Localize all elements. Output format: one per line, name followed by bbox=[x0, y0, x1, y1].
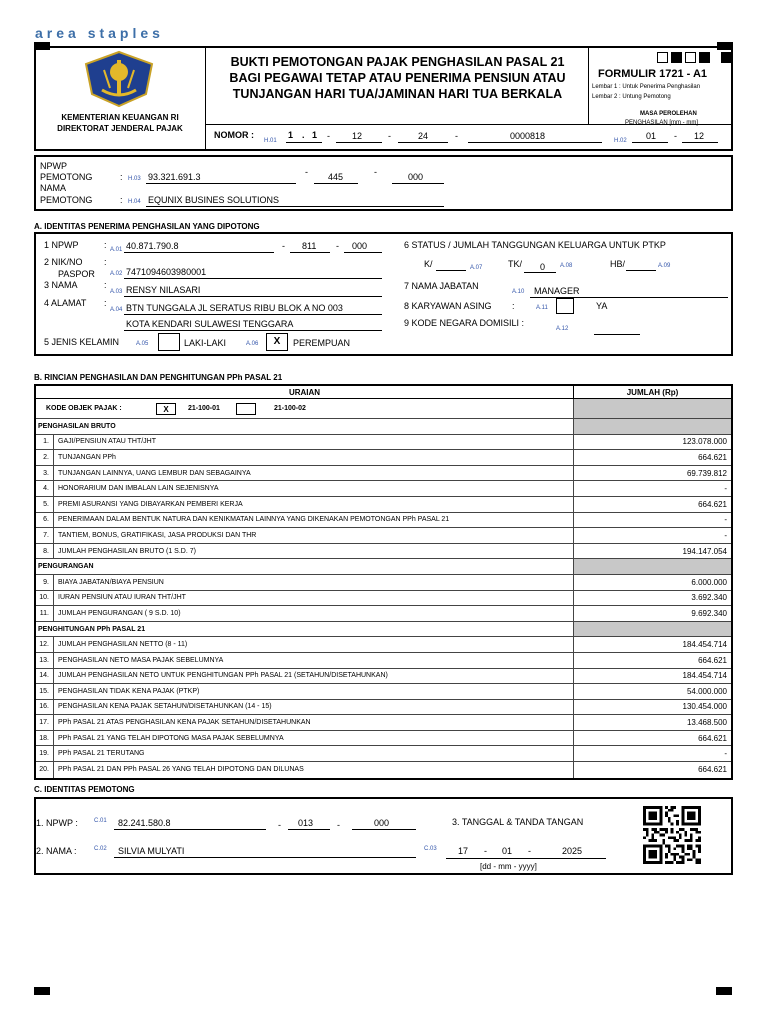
ministry-logo-icon bbox=[82, 50, 156, 108]
table-row bbox=[36, 637, 731, 653]
form-title-line1: BUKTI PEMOTONGAN PAJAK PENGHASILAN PASAL 21 bbox=[230, 55, 565, 69]
header-divider-right bbox=[588, 48, 589, 124]
row-description: IURAN PENSIUN ATAU IURAN THT/JHT bbox=[54, 591, 574, 606]
pemotong-nama-value: EQUNIX BUSINES SOLUTIONS bbox=[148, 195, 280, 205]
masa-from-line bbox=[632, 142, 668, 143]
row-number: 6. bbox=[36, 513, 54, 528]
c-npwp-3: 000 bbox=[374, 818, 390, 828]
row-description: PPh PASAL 21 DAN PPh PASAL 26 YANG TELAH DIPOTONG DAN DILUNAS bbox=[54, 762, 574, 778]
c-date-line bbox=[446, 858, 606, 859]
row-amount: 3.692.340 bbox=[691, 593, 727, 603]
row-number: 19. bbox=[36, 746, 54, 761]
kode-objek-label: KODE OBJEK PAJAK : bbox=[46, 405, 122, 412]
masa-to: 12 bbox=[694, 131, 705, 141]
a-npwp-code: A.01 bbox=[110, 247, 123, 253]
c-npwp-dash-1: - bbox=[278, 820, 281, 830]
row-number: 3. bbox=[36, 466, 54, 481]
a-jabatan-label: 7 NAMA JABATAN bbox=[404, 281, 479, 291]
row-number: 13. bbox=[36, 653, 54, 668]
nomor-part3: 12 bbox=[352, 131, 363, 141]
nomor-part2: 1 bbox=[312, 130, 318, 140]
pemotong-nama-line bbox=[146, 206, 444, 207]
a-hb-code: A.09 bbox=[658, 263, 671, 269]
a-jk-male-checkbox[interactable] bbox=[158, 333, 180, 351]
group-label: PENGURANGAN bbox=[36, 559, 574, 574]
a-nama-value: RENSY NILASARI bbox=[126, 285, 201, 295]
row-amount: 13.468.500 bbox=[686, 718, 727, 728]
c-npwp-3-line bbox=[352, 829, 416, 830]
nomor-dash-3: - bbox=[455, 131, 458, 141]
masa-label-1: MASA PEROLEHAN bbox=[640, 111, 697, 117]
a-nama-line bbox=[124, 296, 382, 297]
row-amount: - bbox=[724, 530, 727, 540]
qr-code-icon bbox=[642, 806, 702, 864]
a-jabatan-code: A.10 bbox=[512, 289, 525, 295]
pemotong-npwp-label-1: NPWP bbox=[40, 161, 67, 171]
row-description: JUMLAH PENGHASILAN NETO UNTUK PENGHITUNGAN PPh PASAL 21 (SETAHUN/DISETAHUNKAN) bbox=[54, 669, 574, 684]
a-jk-code-female: A.06 bbox=[246, 341, 259, 347]
income-table bbox=[34, 384, 733, 780]
pemotong-npwp-label-2: PEMOTONG bbox=[40, 172, 93, 182]
c-date-code: C.03 bbox=[424, 846, 437, 852]
pemotong-npwp-dash-2: - bbox=[374, 167, 377, 177]
pemotong-npwp-2-line bbox=[314, 183, 358, 184]
c-year: 2025 bbox=[562, 846, 583, 856]
c-npwp-1-line bbox=[114, 829, 266, 830]
row-amount: 69.739.812 bbox=[686, 468, 727, 478]
sheet-1-note: Lembar 1 : Untuk Penerima Penghasilan bbox=[592, 84, 701, 90]
c-npwp-label: 1. NPWP : bbox=[36, 818, 78, 828]
pemotong-nama-colon: : bbox=[120, 195, 123, 205]
table-row bbox=[36, 731, 731, 747]
a-nama-label: 3 NAMA bbox=[44, 280, 78, 290]
row-number: 16. bbox=[36, 700, 54, 715]
table-row bbox=[36, 481, 731, 497]
table-row bbox=[36, 435, 731, 451]
income-table-body bbox=[36, 419, 731, 778]
a-nik-line bbox=[124, 278, 382, 279]
c-date-dash-2: - bbox=[528, 846, 531, 856]
nomor-part5: 0000818 bbox=[510, 131, 546, 141]
row-amount: 664.621 bbox=[698, 765, 727, 775]
row-number: 7. bbox=[36, 528, 54, 543]
row-description: TUNJANGAN LAINNYA, UANG LEMBUR DAN SEBAGAINYA bbox=[54, 466, 574, 481]
c-npwp-dash-2: - bbox=[337, 820, 340, 830]
row-description: JUMLAH PENGHASILAN NETTO (8 - 11) bbox=[54, 637, 574, 652]
row-description: HONORARIUM DAN IMBALAN LAIN SEJENISNYA bbox=[54, 481, 574, 496]
masa-dash: - bbox=[674, 131, 677, 141]
pemotong-npwp-3: 000 bbox=[408, 172, 424, 182]
c-month: 01 bbox=[502, 846, 513, 856]
a-tk-label: TK/ bbox=[508, 259, 523, 269]
masa-code: H.02 bbox=[614, 138, 627, 144]
group-amount-cell bbox=[574, 622, 731, 637]
a-hb-label: HB/ bbox=[610, 259, 626, 269]
table-row bbox=[36, 591, 731, 607]
row-number: 9. bbox=[36, 575, 54, 590]
col-uraian-header: URAIAN bbox=[36, 386, 574, 398]
a-alamat-label: 4 ALAMAT bbox=[44, 298, 87, 308]
ministry-name: KEMENTERIAN KEUANGAN RI bbox=[61, 113, 179, 122]
nomor-dash-2: - bbox=[388, 131, 391, 141]
form-title-line2: BAGI PEGAWAI TETAP ATAU PENERIMA PENSIUN ATAU bbox=[229, 71, 566, 85]
pemotong-npwp-colon: : bbox=[120, 172, 123, 182]
nomor-dash-1: - bbox=[327, 131, 330, 141]
section-c-frame bbox=[34, 797, 733, 875]
a-tk-value: 0 bbox=[540, 262, 546, 272]
pemotong-npwp-dash-1: - bbox=[305, 167, 308, 177]
c-nama-value: SILVIA MULYATI bbox=[118, 846, 185, 856]
c-nama-code: C.02 bbox=[94, 846, 107, 852]
a-tk-line bbox=[524, 272, 556, 273]
nomor-part4: 24 bbox=[418, 131, 429, 141]
row-description: PPh PASAL 21 TERUTANG bbox=[54, 746, 574, 761]
a-jk-female-mark: X bbox=[273, 336, 281, 347]
income-table-header bbox=[36, 386, 731, 399]
sheet-2-note: Lembar 2 : Untung Pemotong bbox=[592, 94, 671, 100]
row-description: TUNJANGAN PPh bbox=[54, 450, 574, 465]
directorate-name: DIREKTORAT JENDERAL PAJAK bbox=[57, 124, 183, 133]
a-npwp-dash-1: - bbox=[282, 241, 285, 251]
a-asing-ya: YA bbox=[596, 301, 608, 311]
a-npwp-label: 1 NPWP bbox=[44, 240, 79, 250]
row-number: 11. bbox=[36, 606, 54, 621]
row-amount: 54.000.000 bbox=[686, 686, 727, 696]
row-amount: 664.621 bbox=[698, 655, 727, 665]
a-jk-label: 5 JENIS KELAMIN bbox=[44, 337, 120, 347]
a-negara-label: 9 KODE NEGARA DOMISILI : bbox=[404, 318, 525, 328]
table-row bbox=[36, 450, 731, 466]
a-asing-checkbox[interactable] bbox=[556, 298, 574, 314]
a-npwp-2: 811 bbox=[302, 241, 317, 251]
a-asing-colon: : bbox=[512, 301, 515, 311]
row-amount: 9.692.340 bbox=[691, 608, 727, 618]
row-number: 15. bbox=[36, 684, 54, 699]
a-npwp-colon: : bbox=[104, 240, 107, 250]
row-number: 4. bbox=[36, 481, 54, 496]
row-amount: 6.000.000 bbox=[691, 577, 727, 587]
row-number: 2. bbox=[36, 450, 54, 465]
table-group-header bbox=[36, 419, 731, 435]
row-amount: - bbox=[724, 749, 727, 759]
a-nik-value: 7471094603980001 bbox=[126, 267, 207, 277]
a-nama-colon: : bbox=[104, 280, 107, 290]
a-npwp-1: 40.871.790.8 bbox=[126, 241, 179, 251]
row-description: GAJI/PENSIUN ATAU THT/JHT bbox=[54, 435, 574, 450]
table-row bbox=[36, 700, 731, 716]
kode-1-mark: X bbox=[163, 404, 169, 414]
pemotong-nama-label-1: NAMA bbox=[40, 183, 67, 193]
table-row bbox=[36, 715, 731, 731]
nomor-label: NOMOR : bbox=[214, 130, 254, 140]
a-npwp-3: 000 bbox=[352, 241, 368, 251]
kode-objek-cell bbox=[36, 399, 574, 418]
c-npwp-code: C.01 bbox=[94, 818, 107, 824]
table-row bbox=[36, 497, 731, 513]
row-amount: 664.621 bbox=[698, 733, 727, 743]
a-nik-label-1: 2 NIK/NO bbox=[44, 257, 83, 267]
a-negara-line bbox=[594, 334, 640, 335]
a-nik-colon: : bbox=[104, 257, 107, 267]
a-npwp-2-line bbox=[290, 252, 330, 253]
a-alamat-underline-2 bbox=[124, 330, 382, 331]
a-alamat-line2: KOTA KENDARI SULAWESI TENGGARA bbox=[126, 319, 294, 329]
table-row bbox=[36, 684, 731, 700]
a-npwp-dash-2: - bbox=[336, 241, 339, 251]
nomor-part2-line bbox=[286, 142, 322, 143]
row-description: PPh PASAL 21 ATAS PENGHASILAN KENA PAJAK SETAHUN/DISETAHUNKAN bbox=[54, 715, 574, 730]
table-row bbox=[36, 669, 731, 685]
c-date-format: [dd - mm - yyyy] bbox=[480, 862, 537, 871]
kode-2-label: 21-100-02 bbox=[274, 405, 306, 412]
table-group-header bbox=[36, 622, 731, 638]
pemotong-nama-code: H.04 bbox=[128, 199, 141, 205]
row-description: PREMI ASURANSI YANG DIBAYARKAN PEMBERI KERJA bbox=[54, 497, 574, 512]
row-number: 20. bbox=[36, 762, 54, 778]
c-npwp-2-line bbox=[288, 829, 330, 830]
c-npwp-1: 82.241.580.8 bbox=[118, 818, 171, 828]
c-nama-line bbox=[114, 857, 416, 858]
row-description: JUMLAH PENGURANGAN ( 9 S.D. 10) bbox=[54, 606, 574, 621]
a-k-label: K/ bbox=[424, 259, 433, 269]
row-description: PENGHASILAN NETO MASA PAJAK SEBELUMNYA bbox=[54, 653, 574, 668]
row-number: 5. bbox=[36, 497, 54, 512]
a-alamat-line1: BTN TUNGGALA JL SERATUS RIBU BLOK A NO 003 bbox=[126, 303, 343, 313]
a-hb-line bbox=[626, 270, 656, 271]
row-description: PENERIMAAN DALAM BENTUK NATURA DAN KENIKMATAN LAINNYA YANG DIKENAKAN PEMOTONGAN PPh PASAL 21 bbox=[54, 513, 574, 528]
row-description: TANTIEM, BONUS, GRATIFIKASI, JASA PRODUKSI DAN THR bbox=[54, 528, 574, 543]
row-amount: 184.454.714 bbox=[682, 671, 727, 681]
table-row bbox=[36, 606, 731, 622]
a-jk-female-label: PEREMPUAN bbox=[293, 338, 351, 348]
table-row bbox=[36, 575, 731, 591]
row-number: 18. bbox=[36, 731, 54, 746]
a-nik-label-2: PASPOR bbox=[58, 269, 95, 279]
row-number: 10. bbox=[36, 591, 54, 606]
a-alamat-underline-1 bbox=[124, 314, 382, 315]
a-npwp-3-line bbox=[344, 252, 382, 253]
row-amount: 184.454.714 bbox=[682, 640, 727, 650]
form-name: FORMULIR 1721 - A1 bbox=[598, 68, 708, 80]
pemotong-npwp-code: H.03 bbox=[128, 176, 141, 182]
table-row bbox=[36, 762, 731, 778]
row-description: PENGHASILAN TIDAK KENA PAJAK (PTKP) bbox=[54, 684, 574, 699]
group-label: PENGHASILAN BRUTO bbox=[36, 419, 574, 434]
table-row bbox=[36, 466, 731, 482]
row-number: 8. bbox=[36, 544, 54, 559]
row-amount: 194.147.054 bbox=[682, 546, 727, 556]
pemotong-nama-label-2: PEMOTONG bbox=[40, 195, 93, 205]
table-row bbox=[36, 528, 731, 544]
section-b-title: B. RINCIAN PENGHASILAN DAN PENGHITUNGAN PPh PASAL 21 bbox=[34, 373, 283, 382]
pemotong-npwp-3-line bbox=[392, 183, 444, 184]
masa-to-line bbox=[682, 142, 718, 143]
pemotong-npwp-1: 93.321.691.3 bbox=[148, 172, 201, 182]
a-asing-code: A.11 bbox=[536, 305, 548, 311]
row-amount: 664.621 bbox=[698, 499, 727, 509]
row-number: 14. bbox=[36, 669, 54, 684]
a-npwp-1-line bbox=[124, 252, 274, 253]
row-amount: 123.078.000 bbox=[682, 437, 727, 447]
row-description: JUMLAH PENGHASILAN BRUTO (1 S.D. 7) bbox=[54, 544, 574, 559]
kode-objek-amount bbox=[574, 399, 731, 418]
row-number: 17. bbox=[36, 715, 54, 730]
nomor-part3-line bbox=[336, 142, 382, 143]
corner-marker-br bbox=[716, 987, 732, 995]
nomor-dot: . bbox=[302, 130, 305, 140]
c-day: 17 bbox=[458, 846, 469, 856]
a-jk-female-checkbox[interactable] bbox=[266, 333, 288, 351]
masa-from: 01 bbox=[646, 131, 657, 141]
pemotong-npwp-2: 445 bbox=[328, 172, 344, 182]
header-divider-left bbox=[205, 48, 206, 149]
a-k-code: A.07 bbox=[470, 265, 483, 271]
nomor-code: H.01 bbox=[264, 138, 277, 144]
a-asing-label: 8 KARYAWAN ASING bbox=[404, 301, 492, 311]
table-row bbox=[36, 746, 731, 762]
corner-marker-bl bbox=[34, 987, 50, 995]
row-amount: 130.454.000 bbox=[682, 702, 727, 712]
nomor-part5-line bbox=[468, 142, 602, 143]
row-description: PPh PASAL 21 YANG TELAH DIPOTONG MASA PAJAK SEBELUMNYA bbox=[54, 731, 574, 746]
section-a-title: A. IDENTITAS PENERIMA PENGHASILAN YANG DIPOTONG bbox=[34, 222, 260, 231]
a-jk-code-male: A.05 bbox=[136, 341, 149, 347]
c-nama-label: 2. NAMA : bbox=[36, 846, 77, 856]
a-tk-code: A.08 bbox=[560, 263, 573, 269]
row-description: BIAYA JABATAN/BIAYA PENSIUN bbox=[54, 575, 574, 590]
row-description: PENGHASILAN KENA PAJAK SETAHUN/DISETAHUNKAN (14 - 15) bbox=[54, 700, 574, 715]
kode-1-checkbox[interactable] bbox=[156, 403, 176, 415]
row-number: 12. bbox=[36, 637, 54, 652]
a-jk-male-label: LAKI-LAKI bbox=[184, 338, 227, 348]
a-jabatan-value: MANAGER bbox=[534, 286, 580, 296]
a-nama-code: A.03 bbox=[110, 289, 123, 295]
table-group-header bbox=[36, 559, 731, 575]
a-nik-code: A.02 bbox=[110, 271, 123, 277]
kode-2-checkbox[interactable] bbox=[236, 403, 256, 415]
group-amount-cell bbox=[574, 419, 731, 434]
row-number: 1. bbox=[36, 435, 54, 450]
table-row bbox=[36, 653, 731, 669]
group-label: PENGHITUNGAN PPh PASAL 21 bbox=[36, 622, 574, 637]
c-date-dash-1: - bbox=[484, 846, 487, 856]
form-title-line3: TUNJANGAN HARI TUA/JAMINAN HARI TUA BERKALA bbox=[232, 87, 563, 101]
group-amount-cell bbox=[574, 559, 731, 574]
nomor-part1: 1 bbox=[288, 130, 294, 140]
a-alamat-colon: : bbox=[104, 298, 107, 308]
c-ttd-label: 3. TANGGAL & TANDA TANGAN bbox=[452, 817, 584, 827]
table-row bbox=[36, 544, 731, 560]
a-k-line bbox=[436, 270, 466, 271]
watermark-text: area staples bbox=[35, 25, 164, 41]
kode-objek-row bbox=[36, 399, 731, 419]
c-npwp-2: 013 bbox=[298, 818, 314, 828]
table-row bbox=[36, 513, 731, 529]
row-amount: - bbox=[724, 484, 727, 494]
a-alamat-code: A.04 bbox=[110, 307, 123, 313]
a-negara-code: A.12 bbox=[556, 326, 569, 332]
nomor-part4-line bbox=[398, 142, 448, 143]
row-amount: - bbox=[724, 515, 727, 525]
masa-label-2: PENGHASILAN [mm - mm] bbox=[625, 120, 699, 126]
section-c-title: C. IDENTITAS PEMOTONG bbox=[34, 785, 135, 794]
a-status-label: 6 STATUS / JUMLAH TANGGUNGAN KELUARGA UNTUK PTKP bbox=[404, 240, 666, 250]
kode-1-label: 21-100-01 bbox=[188, 405, 220, 412]
row-amount: 664.621 bbox=[698, 452, 727, 462]
pemotong-npwp-1-line bbox=[146, 183, 296, 184]
col-jumlah-header: JUMLAH (Rp) bbox=[626, 387, 679, 397]
